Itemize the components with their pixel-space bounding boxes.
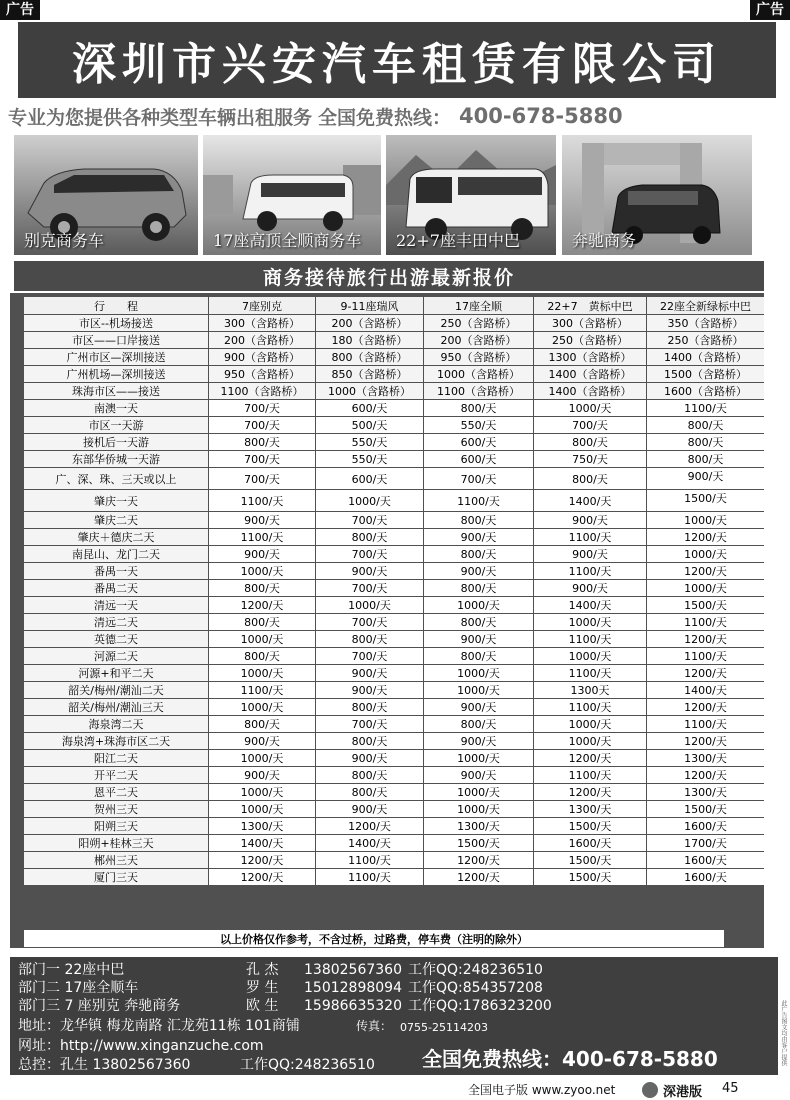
price-cell: 1000/天 [315,597,423,613]
route-cell: 恩平二天 [24,784,208,800]
route-cell: 河源二天 [24,648,208,664]
price-cell: 1100/天 [533,699,646,715]
header-yellow-minibus: 22+7 黄标中巴 [533,297,646,314]
price-cell: 1400（含路桥） [646,349,764,365]
price-cell: 800/天 [533,434,646,450]
price-cell: 300（含路桥） [208,315,315,331]
table-row [24,366,764,382]
price-cell: 1100/天 [315,869,423,885]
price-cell: 900/天 [208,512,315,528]
price-cell: 1000/天 [208,801,315,817]
route-cell: 阳江二天 [24,750,208,766]
price-cell: 1200/天 [208,597,315,613]
price-cell: 1400/天 [646,682,764,698]
address-text: 地址：龙华镇 梅龙南路 汇龙苑11栋 101商铺 [18,1018,300,1034]
table-row [24,332,764,348]
price-cell: 200（含路桥） [315,315,423,331]
price-cell: 1000/天 [423,750,533,766]
price-cell: 800/天 [423,716,533,732]
price-cell: 700/天 [315,580,423,596]
table-row [24,546,764,562]
route-cell: 南昆山、龙门二天 [24,546,208,562]
price-cell: 1100/天 [646,716,764,732]
price-cell: 1400/天 [315,835,423,851]
price-cell: 1100（含路桥） [423,383,533,399]
route-cell: 广、深、珠、三天或以上 [24,468,208,489]
route-cell: 郴州三天 [24,852,208,868]
price-cell: 1400/天 [208,835,315,851]
route-cell: 韶关/梅州/潮汕二天 [24,682,208,698]
price-cell: 900/天 [646,468,764,489]
price-cell: 600/天 [423,451,533,467]
contact-phone: 15012898094 [304,980,402,996]
photo-caption: 奔驰商务 [572,231,637,250]
price-cell: 300（含路桥） [533,315,646,331]
hotline-number: 400-678-5880 [459,104,623,128]
contact-name: 欧 生 [246,998,279,1014]
price-cell: 1400（含路桥） [533,366,646,382]
price-cell: 1100/天 [646,400,764,416]
price-cell: 1100/天 [533,631,646,647]
price-cell: 1000/天 [423,784,533,800]
table-row [24,801,764,817]
photo-buick-mpv [14,135,198,255]
table-row [24,383,764,399]
price-cell: 800/天 [646,434,764,450]
price-cell: 1300天 [533,682,646,698]
price-cell: 1600/天 [646,869,764,885]
route-cell: 东部华侨城一天游 [24,451,208,467]
table-row [24,869,764,885]
price-cell: 1100/天 [646,614,764,630]
dept-label: 部门一 22座中巴 [18,962,125,978]
route-cell: 厦门三天 [24,869,208,885]
price-cell: 1100/天 [646,648,764,664]
price-cell: 800/天 [646,451,764,467]
price-cell: 800/天 [315,699,423,715]
contact-qq: 工作QQ:854357208 [408,980,543,996]
price-cell: 700/天 [315,546,423,562]
price-cell: 800/天 [208,716,315,732]
table-row [24,597,764,613]
price-cell: 800/天 [208,434,315,450]
price-cell: 1000/天 [208,750,315,766]
price-cell: 900/天 [533,546,646,562]
price-cell: 1200/天 [646,631,764,647]
price-cell: 1200/天 [423,869,533,885]
title-banner [18,22,776,98]
price-cell: 1200/天 [315,818,423,834]
price-cell: 1000（含路桥） [315,383,423,399]
price-cell: 800/天 [315,529,423,545]
price-cell: 900/天 [315,750,423,766]
header-ruifeng: 9-11座瑞风 [315,297,423,314]
photo-benz-van [562,135,752,255]
header-buick: 7座别克 [208,297,315,314]
website-link[interactable]: 网址：http://www.xinganzuche.com [18,1038,264,1054]
price-cell: 1100/天 [208,682,315,698]
price-cell: 1500（含路桥） [646,366,764,382]
route-cell: 广州市区—深圳接送 [24,349,208,365]
price-cell: 800/天 [646,417,764,433]
price-cell: 1500/天 [646,490,764,511]
contact-phone: 13802567360 [304,962,402,978]
header-route: 行 程 [24,297,208,314]
route-cell: 贺州三天 [24,801,208,817]
price-cell: 900/天 [315,665,423,681]
route-cell: 河源+和平二天 [24,665,208,681]
price-cell: 1200/天 [646,733,764,749]
price-cell: 250（含路桥） [533,332,646,348]
price-cell: 900（含路桥） [208,349,315,365]
route-cell: 市区——口岸接送 [24,332,208,348]
contact-name: 罗 生 [246,980,279,996]
table-row [24,682,764,698]
price-cell: 1500/天 [423,835,533,851]
price-cell: 1600/天 [646,852,764,868]
price-cell: 900/天 [315,801,423,817]
price-cell: 1600/天 [533,835,646,851]
price-cell: 1000/天 [208,665,315,681]
price-cell: 700/天 [315,716,423,732]
price-cell: 800/天 [533,468,646,489]
price-cell: 800/天 [315,631,423,647]
price-cell: 850（含路桥） [315,366,423,382]
route-cell: 市区一天游 [24,417,208,433]
price-cell: 900/天 [423,767,533,783]
price-cell: 800/天 [423,614,533,630]
table-row [24,818,764,834]
price-cell: 900/天 [423,529,533,545]
price-cell: 700/天 [208,400,315,416]
route-cell: 珠海市区——接送 [24,383,208,399]
table-row [24,468,764,489]
table-row [24,631,764,647]
price-cell: 1200/天 [646,699,764,715]
table-row [24,417,764,433]
photo-caption: 22+7座丰田中巴 [396,231,520,250]
contact-name: 孔 杰 [246,962,279,978]
table-row [24,699,764,715]
price-cell: 1500/天 [646,597,764,613]
price-cell: 1200/天 [646,665,764,681]
price-cell: 1500/天 [533,869,646,885]
price-cell: 1400（含路桥） [533,383,646,399]
price-cell: 1200/天 [646,563,764,579]
route-cell: 韶关/梅州/潮汕三天 [24,699,208,715]
price-cell: 1200/天 [533,784,646,800]
price-cell: 700/天 [423,468,533,489]
table-row [24,750,764,766]
price-cell: 600/天 [423,434,533,450]
route-cell: 开平二天 [24,767,208,783]
contact-qq: 工作QQ:1786323200 [408,998,552,1014]
price-cell: 1000/天 [208,563,315,579]
ad-tag-left: 广告 [0,0,40,20]
price-cell: 1500/天 [533,818,646,834]
price-cell: 900/天 [423,699,533,715]
photo-toyota-minibus [386,135,556,255]
price-cell: 900/天 [315,563,423,579]
price-cell: 1400/天 [533,597,646,613]
price-cell: 1000（含路桥） [423,366,533,382]
table-row [24,451,764,467]
route-cell: 肇庆＋德庆二天 [24,529,208,545]
price-cell: 900/天 [208,767,315,783]
price-cell: 700/天 [533,417,646,433]
price-cell: 800/天 [423,648,533,664]
price-cell: 1000/天 [646,512,764,528]
contact-phone: 15986635320 [304,998,402,1014]
hotline-label: 全国免费热线： [318,106,452,129]
price-cell: 750/天 [533,451,646,467]
price-cell: 1600/天 [646,818,764,834]
price-cell: 1100/天 [208,529,315,545]
price-cell: 1500/天 [533,852,646,868]
price-cell: 800/天 [208,648,315,664]
price-cell: 1200/天 [646,529,764,545]
price-cell: 1000/天 [208,699,315,715]
price-cell: 950（含路桥） [208,366,315,382]
price-cell: 1200/天 [533,750,646,766]
route-cell: 清远一天 [24,597,208,613]
price-cell: 1000/天 [423,682,533,698]
price-cell: 180（含路桥） [315,332,423,348]
price-cell: 950（含路桥） [423,349,533,365]
route-cell: 市区--机场接送 [24,315,208,331]
table-row [24,648,764,664]
price-cell: 900/天 [533,580,646,596]
price-cell: 200（含路桥） [208,332,315,348]
price-cell: 700/天 [208,468,315,489]
zyoo-logo-icon [642,1082,658,1098]
route-cell: 阳朔+桂林三天 [24,835,208,851]
price-cell: 1300/天 [423,818,533,834]
price-cell: 700/天 [315,648,423,664]
table-row [24,512,764,528]
page-number: 45 [722,1081,739,1096]
route-cell: 清远二天 [24,614,208,630]
price-cell: 1000/天 [423,665,533,681]
price-cell: 1200/天 [646,767,764,783]
price-cell: 800/天 [423,580,533,596]
photo-transit-van [203,135,381,255]
side-disclaimer: 此广告图文均由客户提供 [780,1000,787,1066]
price-cell: 1600（含路桥） [646,383,764,399]
price-cell: 1000/天 [533,733,646,749]
table-row [24,349,764,365]
price-cell: 900/天 [208,546,315,562]
price-cell: 800/天 [315,784,423,800]
table-row [24,563,764,579]
price-cell: 500/天 [315,417,423,433]
price-panel [10,293,764,948]
price-cell: 1000/天 [208,631,315,647]
table-row [24,490,764,511]
price-cell: 1700/天 [646,835,764,851]
price-cell: 700/天 [315,512,423,528]
route-cell: 海泉湾+珠海市区二天 [24,733,208,749]
footer-edition: 深港版 [663,1085,703,1100]
price-cell: 1200/天 [208,869,315,885]
price-cell: 900/天 [423,563,533,579]
hotline-big: 全国免费热线：400-678-5880 [422,1047,718,1071]
price-cell: 900/天 [208,733,315,749]
price-cell: 900/天 [315,682,423,698]
route-cell: 阳朔三天 [24,818,208,834]
price-cell: 1000/天 [533,648,646,664]
table-row [24,434,764,450]
section-title: 商务接待旅行出游最新报价 [14,261,764,291]
table-row [24,767,764,783]
price-cell: 550/天 [315,434,423,450]
route-cell: 广州机场—深圳接送 [24,366,208,382]
contact-panel [10,957,778,1075]
price-cell: 1300/天 [646,750,764,766]
price-cell: 800/天 [208,580,315,596]
route-cell: 肇庆二天 [24,512,208,528]
price-cell: 1000/天 [533,400,646,416]
price-cell: 1200/天 [423,852,533,868]
dept-label: 部门三 7 座别克 奔驰商务 [18,998,181,1014]
price-cell: 200（含路桥） [423,332,533,348]
table-row [24,580,764,596]
photo-caption: 17座高顶全顺商务车 [213,231,362,250]
contact-qq: 工作QQ:248236510 [408,962,543,978]
company-title: 深圳市兴安汽车租赁有限公司 [72,39,722,90]
slogan-text: 专业为您提供各种类型车辆出租服务 [8,106,313,129]
price-cell: 1000/天 [533,716,646,732]
table-row [24,835,764,851]
price-cell: 1000/天 [423,597,533,613]
price-cell: 1100/天 [208,490,315,511]
price-cell: 800/天 [208,614,315,630]
table-row [24,614,764,630]
price-cell: 700/天 [208,451,315,467]
footer-site-label: 全国电子版 www.zyoo.net [468,1083,616,1097]
table-row [24,852,764,868]
price-cell: 600/天 [315,400,423,416]
price-cell: 1200/天 [208,852,315,868]
price-cell: 1000/天 [646,546,764,562]
price-cell: 1300/天 [533,801,646,817]
price-table [24,296,764,886]
table-row [24,733,764,749]
price-cell: 1000/天 [315,490,423,511]
price-cell: 1000/天 [208,784,315,800]
route-cell: 接机后一天游 [24,434,208,450]
route-cell: 海泉湾二天 [24,716,208,732]
price-cell: 250（含路桥） [423,315,533,331]
price-cell: 1100/天 [533,665,646,681]
price-cell: 1100（含路桥） [208,383,315,399]
price-cell: 900/天 [423,631,533,647]
price-cell: 1100/天 [533,563,646,579]
price-cell: 1100/天 [423,490,533,511]
price-cell: 1000/天 [533,614,646,630]
fax-number: 0755-25114203 [400,1021,488,1034]
manager-qq: 工作QQ:248236510 [240,1057,375,1073]
price-cell: 800/天 [423,546,533,562]
header-green-minibus: 22座全新绿标中巴 [646,297,764,314]
price-cell: 900/天 [423,733,533,749]
ad-tag-right: 广告 [750,0,790,20]
route-cell: 肇庆一天 [24,490,208,511]
price-cell: 1000/天 [423,801,533,817]
price-cell: 900/天 [533,512,646,528]
route-cell: 南澳一天 [24,400,208,416]
price-cell: 1100/天 [533,529,646,545]
route-cell: 番禺一天 [24,563,208,579]
header-transit: 17座全顺 [423,297,533,314]
price-cell: 1300/天 [646,784,764,800]
slogan-line [8,102,782,130]
table-row [24,784,764,800]
price-cell: 350（含路桥） [646,315,764,331]
price-cell: 1400/天 [533,490,646,511]
route-cell: 番禺二天 [24,580,208,596]
price-cell: 550/天 [423,417,533,433]
page-footer [0,1078,790,1100]
price-cell: 1500/天 [646,801,764,817]
photo-caption: 别克商务车 [24,231,105,250]
manager-text: 总控：孔生 13802567360 [18,1057,191,1073]
price-cell: 1000/天 [646,580,764,596]
price-cell: 550/天 [315,451,423,467]
price-cell: 250（含路桥） [646,332,764,348]
price-cell: 800/天 [423,512,533,528]
price-cell: 700/天 [315,614,423,630]
table-row [24,665,764,681]
price-note: 以上价格仅作参考，不含过桥，过路费，停车费（注明的除外） [24,930,724,947]
route-cell: 英德二天 [24,631,208,647]
fax-label: 传真： [356,1019,393,1033]
price-cell: 1100/天 [315,852,423,868]
price-cell: 1300/天 [208,818,315,834]
price-cell: 700/天 [208,417,315,433]
price-cell: 1100/天 [533,767,646,783]
price-cell: 800/天 [423,400,533,416]
table-row [24,529,764,545]
table-row [24,400,764,416]
price-cell: 1300（含路桥） [533,349,646,365]
price-cell: 800（含路桥） [315,349,423,365]
price-cell: 800/天 [315,767,423,783]
dept-label: 部门二 17座全顺车 [18,980,139,996]
table-row [24,315,764,331]
table-row [24,716,764,732]
price-cell: 800/天 [315,733,423,749]
table-header-row [24,297,764,314]
price-cell: 600/天 [315,468,423,489]
